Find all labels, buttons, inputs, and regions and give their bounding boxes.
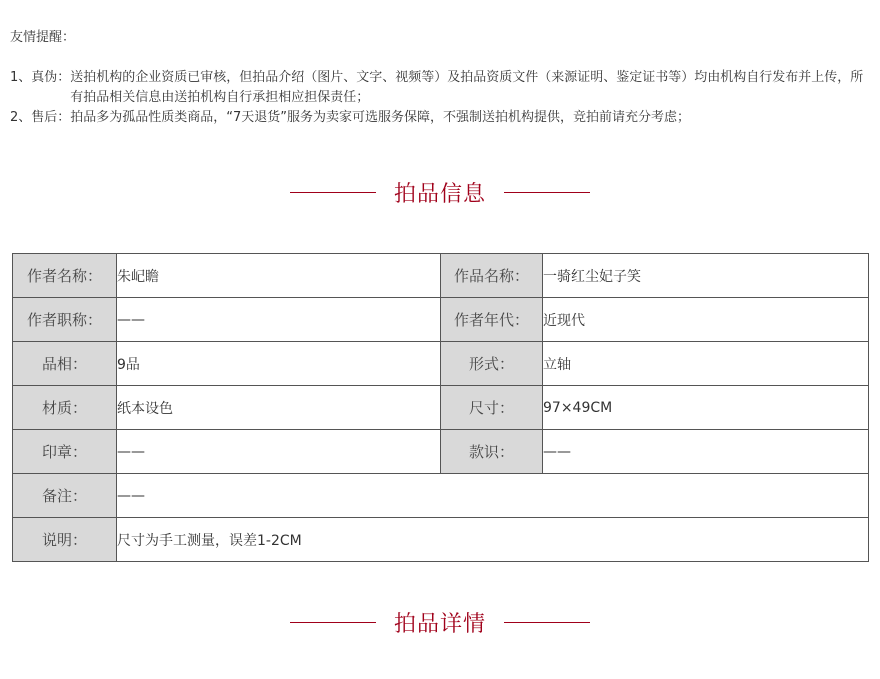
- author-era-value: 近现代: [543, 298, 869, 342]
- format-value: 立轴: [543, 342, 869, 386]
- format-label: 形式：: [441, 342, 543, 386]
- section-heading-detail: [0, 606, 880, 638]
- table-row: [13, 342, 869, 386]
- notice-title: 友情提醒：: [10, 30, 76, 45]
- heading-rule-left: [290, 192, 376, 193]
- seal-label: 印章：: [13, 430, 117, 474]
- section-heading-title: 拍品信息: [393, 181, 486, 207]
- table-row: [13, 254, 869, 298]
- table-row: [13, 298, 869, 342]
- size-label: 尺寸：: [441, 386, 543, 430]
- work-name-label: 作品名称：: [441, 254, 543, 298]
- material-value: 纸本设色: [117, 386, 441, 430]
- auction-info-table: [12, 253, 869, 562]
- notice-item-authenticity: [10, 68, 865, 108]
- condition-label: 品相：: [13, 342, 117, 386]
- condition-value: 9品: [117, 342, 441, 386]
- heading-rule-right: [504, 192, 590, 193]
- table-row: [13, 474, 869, 518]
- author-title-value: ——: [117, 298, 441, 342]
- size-value: 97×49CM: [543, 386, 869, 430]
- notice-item-label: 1、真伪：: [10, 70, 71, 85]
- seal-value: ——: [117, 430, 441, 474]
- section-heading-title: 拍品详情: [393, 611, 486, 637]
- notice-item-after-sale: [10, 108, 865, 128]
- notice-item-text: 送拍机构的企业资质已审核，但拍品介绍（图片、文字、视频等）及拍品资质文件（来源证明、鉴定证书等）均由机构自行发布并上传，所有拍品相关信息由送拍机构自行承担相应担保责任；: [70, 70, 864, 105]
- material-label: 材质：: [13, 386, 117, 430]
- description-value: 尺寸为手工测量，误差1-2CM: [117, 518, 869, 562]
- work-name-value: 一骑红尘妃子笑: [543, 254, 869, 298]
- heading-rule-left: [290, 622, 376, 623]
- author-title-label: 作者职称：: [13, 298, 117, 342]
- table-row: [13, 386, 869, 430]
- inscription-value: ——: [543, 430, 869, 474]
- section-heading-info: [0, 176, 880, 208]
- remarks-value: ——: [117, 474, 869, 518]
- remarks-label: 备注：: [13, 474, 117, 518]
- author-name-label: 作者名称：: [13, 254, 117, 298]
- notice-item-label: 2、售后：: [10, 110, 71, 125]
- table-row: [13, 430, 869, 474]
- heading-rule-right: [504, 622, 590, 623]
- inscription-label: 款识：: [441, 430, 543, 474]
- description-label: 说明：: [13, 518, 117, 562]
- notice-item-text: 拍品多为孤品性质类商品，“7天退货”服务为卖家可选服务保障，不强制送拍机构提供，竞拍前请充分考虑；: [70, 110, 691, 125]
- author-era-label: 作者年代：: [441, 298, 543, 342]
- notice-block: [10, 28, 865, 128]
- table-row: [13, 518, 869, 562]
- author-name-value: 朱屺瞻: [117, 254, 441, 298]
